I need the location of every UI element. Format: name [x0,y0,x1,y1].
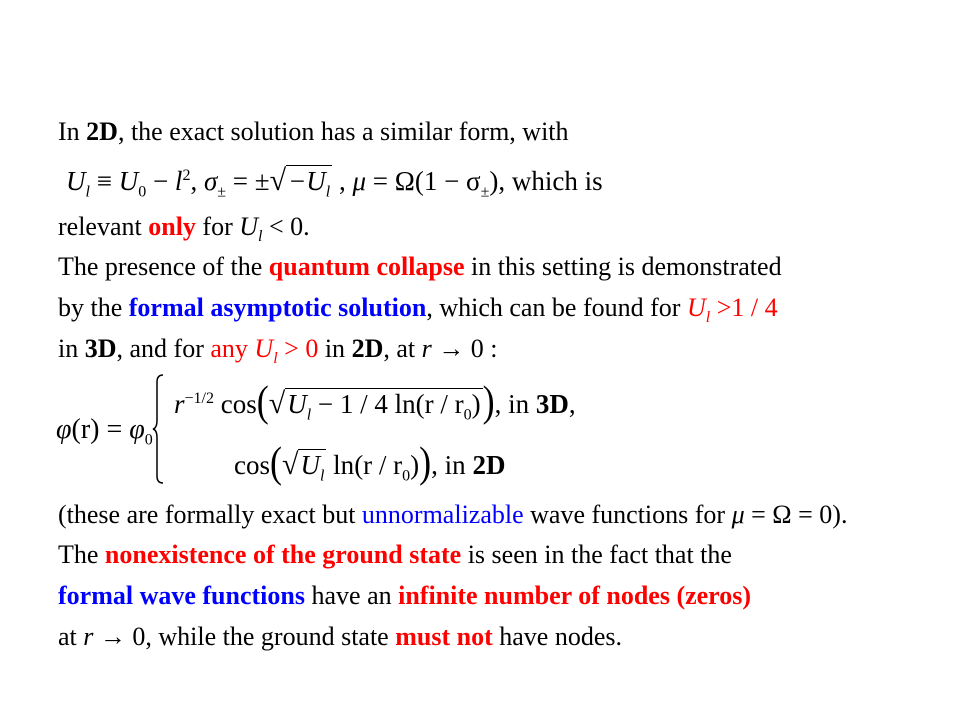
highlight-any: any [210,334,255,363]
sqrt-body [285,388,482,424]
sqrt-body [286,165,332,201]
paren-close-icon: ) [419,438,432,486]
highlight-nonexistence-ground-state: nonexistence of the ground state [104,540,462,569]
text: , at [383,334,422,363]
text: at [58,622,84,651]
math-symbol: U [254,334,274,363]
math-superscript: −1/2 [184,390,214,407]
highlight-formal-wave-functions: formal wave functions [58,581,305,610]
math-symbol: U [287,389,307,419]
math-expr: < 0. [262,212,310,241]
math-operator: = ± [226,166,270,196]
math-operator: − [146,166,175,196]
math-symbol: −U [288,166,326,196]
math-symbol: r [174,389,185,419]
math-symbol: U [300,450,320,480]
highlight-formal-asymptotic-solution: formal asymptotic solution [128,293,427,322]
highlight-only: only [148,212,196,241]
math-expr: − 1 / 4 ln [311,389,416,419]
math-function: cos [213,389,257,419]
math-superscript: 2 [182,167,191,184]
text-line-8 [58,540,732,570]
text: is seen in the fact that the [461,540,732,569]
text: in [58,334,85,363]
paren-open-icon: ( [256,377,269,425]
text-line-1 [58,117,569,147]
text: The presence of the [58,252,269,281]
paren-close-icon: ) [482,377,495,425]
math-expr: (r) = [71,414,130,445]
math-punct: ) [410,450,420,480]
text: , in [431,450,473,480]
math-symbol: U [118,166,139,196]
math-punct: ) [471,389,481,419]
sqrt-icon: √ [282,448,299,481]
sqrt-icon: √ [268,387,286,420]
math-operator: ≡ [89,166,119,196]
text-line-10 [58,622,622,652]
keyword-2d: 2D [351,334,384,363]
text: , which is [498,166,603,196]
math-subscript: ± [480,183,490,201]
text: , which can be found for [426,293,687,322]
highlight-infinite-nodes: infinite number of nodes (zeros) [398,581,752,610]
highlight-must-not: must not [395,622,493,651]
math-subscript: l [258,228,263,246]
left-brace-icon [152,374,164,484]
math-symbol: μ [731,500,745,529]
text: , the exact solution has a similar form, with [117,117,569,146]
text: , and for [116,334,211,363]
math-symbol: U [686,293,706,322]
highlight-unnormalizable: unnormalizable [361,500,524,529]
math-expr: (r / r [354,450,403,480]
text-line-3 [58,212,310,246]
math-expr: (1 − σ [414,166,481,196]
keyword-3d: 3D [535,389,569,419]
math-punct: , [332,166,353,196]
text: → 0, while the ground state [93,622,396,651]
math-symbol: φ [56,414,72,445]
equation-row-2d [234,438,506,486]
text: relevant [58,212,149,241]
math-expr: (r / r [415,389,464,419]
math-expr: >1 / 4 [710,293,778,322]
text-line-4 [58,252,782,282]
text: in this setting is demonstrated [464,252,782,281]
keyword-3d: 3D [84,334,117,363]
math-function: ln [326,450,355,480]
text: for [195,212,240,241]
math-subscript: 0 [144,431,153,449]
math-symbol: l [174,166,183,196]
math-symbol: σ [203,166,218,196]
text: In [58,117,87,146]
sqrt-body [298,449,326,485]
keyword-2d: 2D [86,117,118,146]
math-punct: ) [489,166,499,196]
math-operator: = Ω [366,166,415,196]
equation-definitions [66,164,603,201]
equation-row-3d [174,377,576,425]
text: have an [304,581,399,610]
math-subscript: 0 [402,467,411,485]
math-subscript: l [325,183,331,201]
sqrt-icon: √ [269,164,287,197]
math-subscript: l [85,183,90,201]
math-symbol: U [66,166,86,196]
highlight-quantum-collapse: quantum collapse [268,252,465,281]
math-symbol: r [421,334,432,363]
math-expr: > 0 [277,334,319,363]
math-symbol: r [83,622,94,651]
math-subscript: 0 [463,406,472,424]
text: wave functions for [523,500,732,529]
text: , [568,389,576,419]
math-subscript: ± [217,183,227,201]
paren-open-icon: ( [270,438,282,486]
text: have nodes. [492,622,622,651]
text: by the [58,293,129,322]
text-line-7 [58,500,847,530]
math-punct: , [190,166,204,196]
equation-phi-lhs [56,414,153,449]
text-line-5 [58,293,778,327]
math-symbol: U [239,212,259,241]
math-expr: = Ω = 0). [744,500,848,529]
math-subscript: l [319,467,325,485]
math-subscript: l [306,406,312,424]
math-subscript: 0 [138,183,147,201]
text: , in [494,389,536,419]
math-expr: → 0 : [431,334,498,363]
math-symbol: μ [352,166,367,196]
math-subscript: l [705,309,711,327]
text-line-9 [58,581,751,611]
math-symbol: φ [129,414,145,445]
text-line-6 [58,334,498,368]
keyword-2d: 2D [472,450,506,480]
text: (these are formally exact but [58,500,362,529]
math-subscript: l [273,350,278,368]
text: The [58,540,105,569]
text: in [318,334,352,363]
math-function: cos [234,450,270,480]
